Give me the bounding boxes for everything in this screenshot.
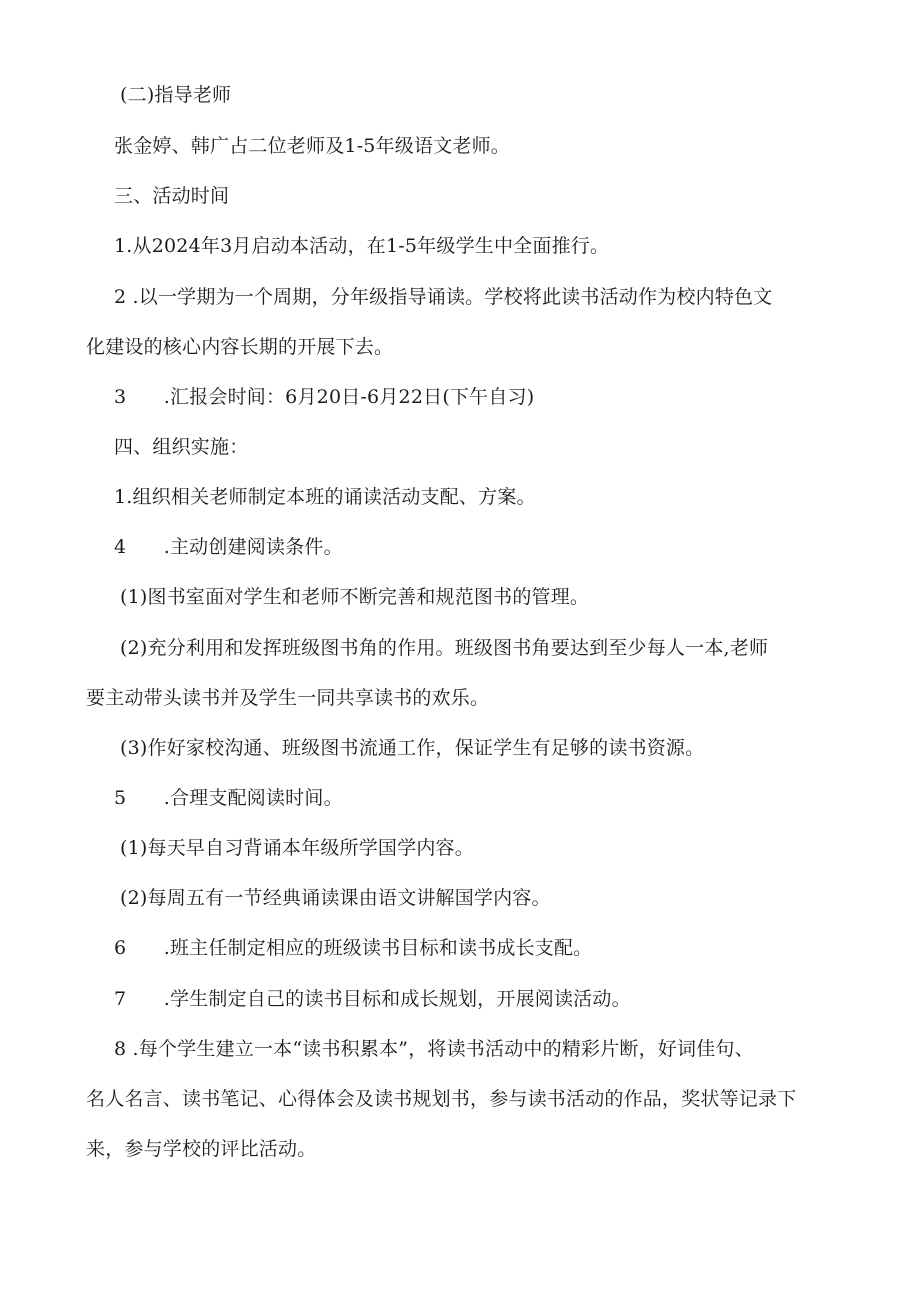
section-heading-activity-time: 三、活动时间 [114, 185, 230, 207]
list-item-time-2: 2 .以一学期为一个周期，分年级指导诵读。学校将此读书活动作为校内特色文 [114, 286, 773, 308]
list-item-time-2-continued: 化建设的核心内容长期的开展下去。 [86, 336, 394, 358]
sub-item-book-corner-continued: 要主动带头读书并及学生一同共享读书的欢乐。 [86, 687, 490, 709]
paragraph-advisor-names: 张金婷、韩广占二位老师及1-5年级语文老师。 [114, 135, 510, 157]
list-item-time-1: 1.从2024年3月启动本活动，在1-5年级学生中全面推行。 [114, 235, 610, 257]
sub-item-library: (1)图书室面对学生和老师不断完善和规范图书的管理。 [120, 586, 590, 608]
section-heading-implementation: 四、组织实施： [114, 436, 249, 458]
subsection-heading-advisors: (二)指导老师 [120, 84, 232, 106]
list-item-impl-1: 1.组织相关老师制定本班的诵读活动支配、方案。 [114, 486, 536, 508]
list-item-impl-4: 4 .主动创建阅读条件。 [114, 536, 343, 558]
list-item-impl-5: 5 .合理支配阅读时间。 [114, 787, 343, 809]
sub-item-home-school: (3)作好家校沟通、班级图书流通工作，保证学生有足够的读书资源。 [120, 737, 705, 759]
sub-item-morning-recital: (1)每天早自习背诵本年级所学国学内容。 [120, 837, 474, 859]
list-item-time-3: 3 .汇报会时间：6月20日-6月22日(下午自习) [114, 386, 535, 408]
list-item-impl-8-continued-2: 来，参与学校的评比活动。 [86, 1138, 317, 1160]
list-item-impl-8: 8 .每个学生建立一本“读书积累本”，将读书活动中的精彩片断，好词佳句、 [114, 1038, 754, 1060]
list-item-impl-6: 6 .班主任制定相应的班级读书目标和读书成长支配。 [114, 937, 593, 959]
sub-item-book-corner: (2)充分利用和发挥班级图书角的作用。班级图书角要达到至少每人一本,老师 [120, 637, 769, 659]
list-item-impl-8-continued-1: 名人名言、读书笔记、心得体会及读书规划书，参与读书活动的作品，奖状等记录下 [86, 1088, 797, 1110]
sub-item-friday-class: (2)每周五有一节经典诵读课由语文讲解国学内容。 [120, 887, 551, 909]
list-item-impl-7: 7 .学生制定自己的读书目标和成长规划，开展阅读活动。 [114, 988, 631, 1010]
